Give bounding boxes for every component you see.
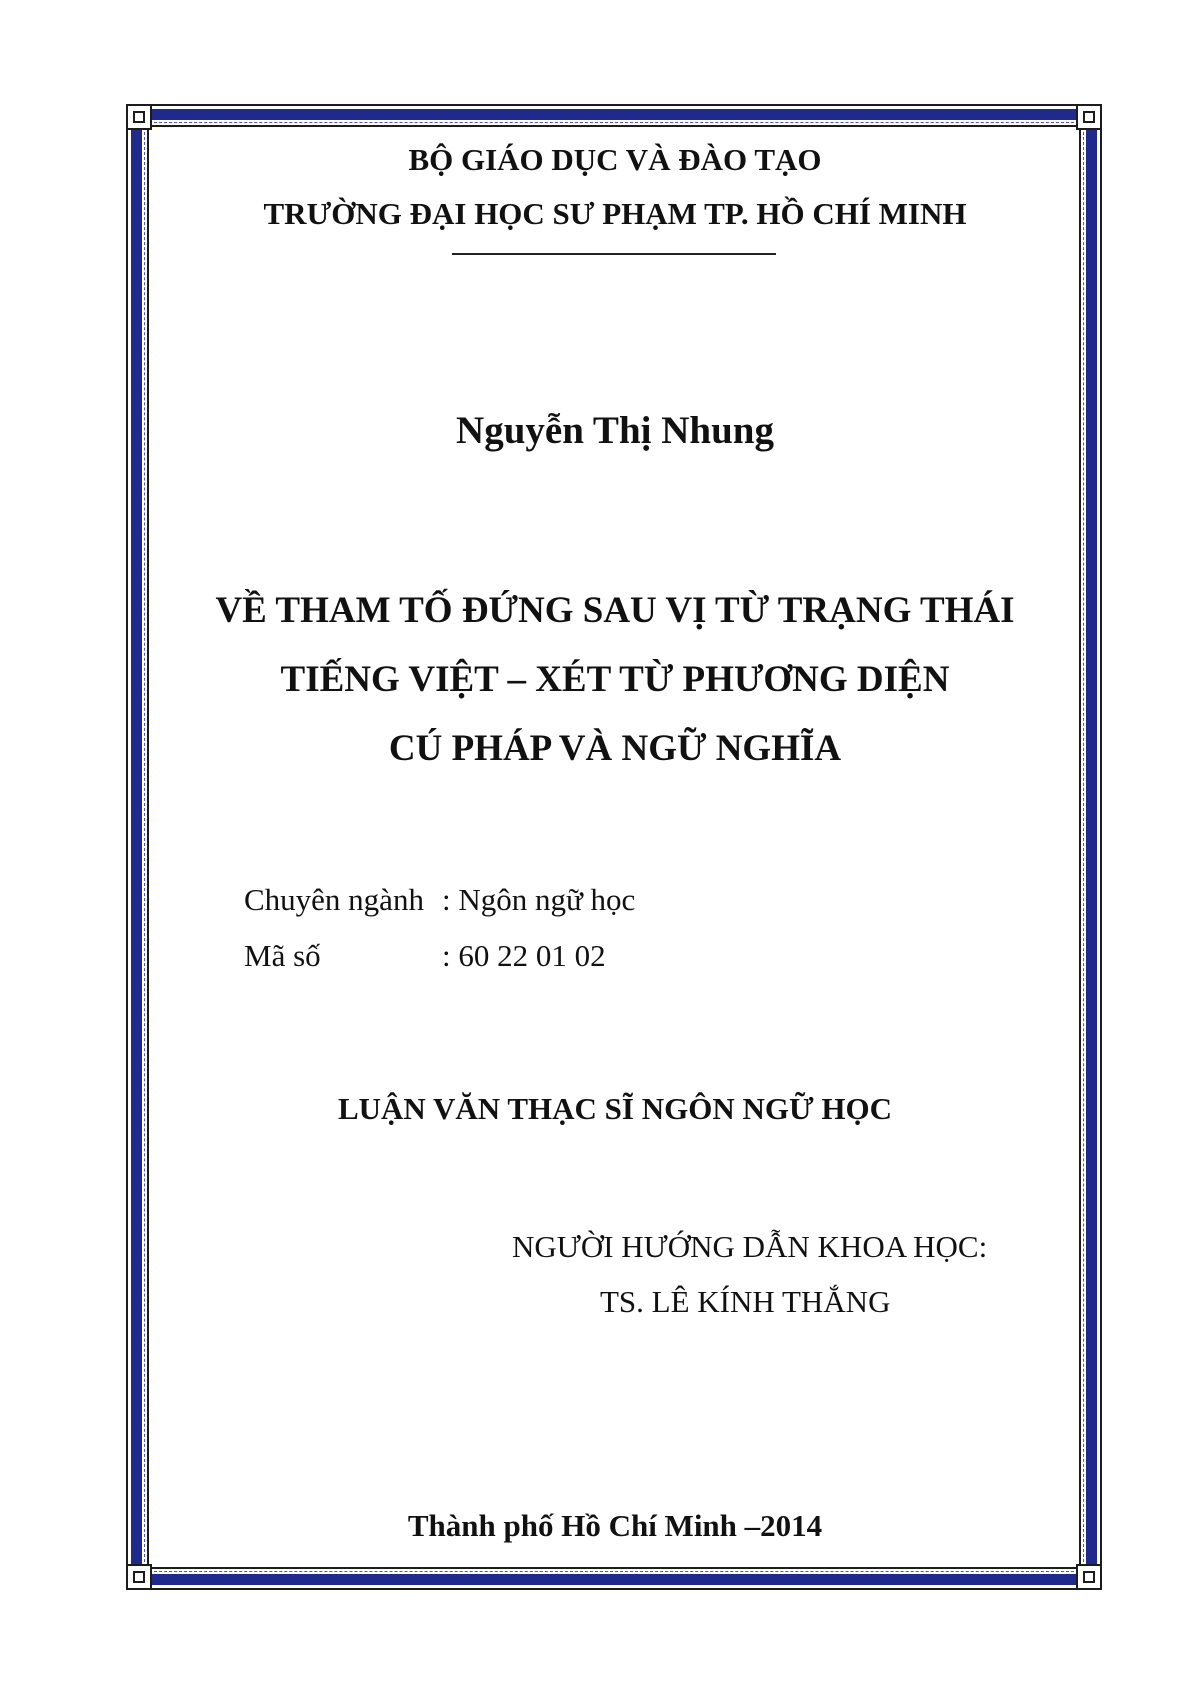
corner-ornament-top-left (126, 104, 152, 130)
corner-ornament-bottom-right (1076, 1564, 1102, 1590)
code-label: Mã số (244, 938, 321, 973)
university-name: TRƯỜNG ĐẠI HỌC SƯ PHẠM TP. HỒ CHÍ MINH (263, 196, 967, 231)
major-value: : Ngôn ngữ học (442, 882, 636, 917)
major-label: Chuyên ngành (244, 882, 424, 917)
advisor-name: TS. LÊ KÍNH THẮNG (600, 1284, 891, 1319)
ministry-name: BỘ GIÁO DỤC VÀ ĐÀO TẠO (408, 142, 822, 177)
header-divider (452, 253, 776, 255)
corner-ornament-top-right (1076, 104, 1102, 130)
thesis-title-line-1: VỀ THAM TỐ ĐỨNG SAU VỊ TỪ TRẠNG THÁI (215, 590, 1015, 631)
advisor-label: NGƯỜI HƯỚNG DẪN KHOA HỌC: (512, 1229, 988, 1264)
thesis-type: LUẬN VĂN THẠC SĨ NGÔN NGỮ HỌC (337, 1091, 893, 1126)
code-row (244, 938, 606, 974)
author-name: Nguyễn Thị Nhung (456, 409, 774, 452)
corner-ornament-bottom-left (126, 1564, 152, 1590)
code-value: : 60 22 01 02 (442, 938, 606, 973)
major-row (244, 882, 635, 918)
thesis-title-line-2: TIẾNG VIỆT – XÉT TỪ PHƯƠNG DIỆN (280, 659, 950, 700)
page-border-inner (147, 125, 1081, 1569)
place-and-year: Thành phố Hồ Chí Minh –2014 (407, 1508, 823, 1543)
thesis-title-line-3: CÚ PHÁP VÀ NGỮ NGHĨA (388, 728, 842, 769)
